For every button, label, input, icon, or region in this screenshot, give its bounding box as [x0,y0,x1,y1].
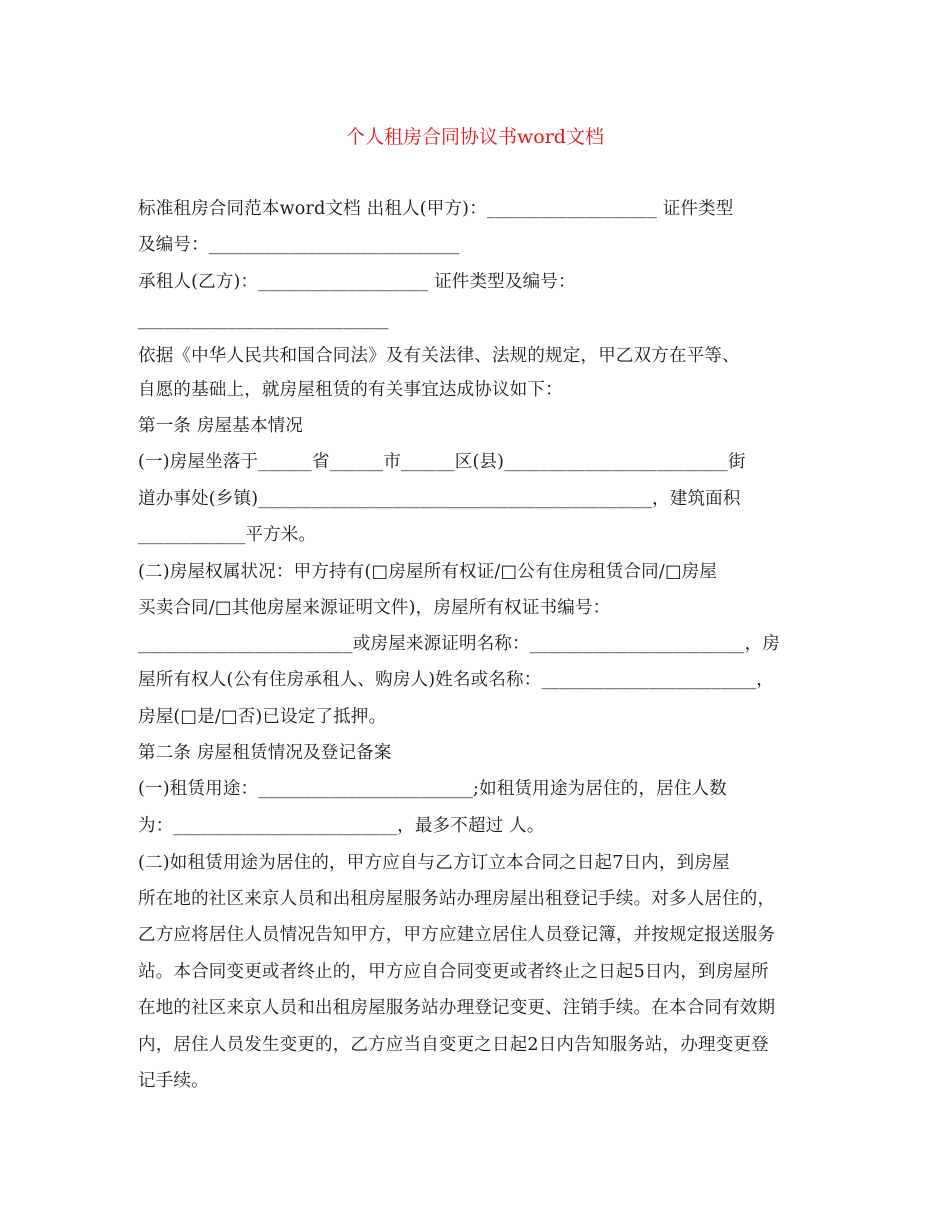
document-title: 个人租房合同协议书word文档 [346,126,604,148]
text-line: 屋所有权人(公有住房承租人、购房人)姓名或名称：________________________， [138,670,774,690]
text-line: 买卖合同/□其他房屋来源证明文件)，房屋所有权证书编号： [138,598,611,618]
text-line: ____________________________ [138,310,389,330]
text-line: 标准租房合同范本word文档 出租人(甲方)：___________________ 证件类型 [138,199,734,219]
text-line: 记手续。 [138,1071,209,1091]
text-line: ____________平方米。 [138,525,317,545]
text-line: 道办事处(乡镇)____________________________________________，建筑面积 [138,489,741,509]
text-line: 自愿的基础上，就房屋租赁的有关事宜达成协议如下： [138,380,563,400]
text-line: 房屋(□是/□否)已设定了抵押。 [138,707,387,727]
text-line: 为：_________________________，最多不超过 人。 [138,816,545,836]
section-heading: 第二条 房屋租赁情况及登记备案 [138,743,392,763]
text-line: 内，居住人员发生变更的，乙方应当自变更之日起2日内告知服务站，办理变更登 [138,1035,769,1055]
text-line: 在地的社区来京人员和出租房屋服务站办理登记变更、注销手续。在本合同有效期 [138,998,776,1018]
text-line: 及编号：____________________________ [138,235,460,255]
text-line: ________________________或房屋来源证明名称：________________________，房 [138,634,780,654]
text-line: (一)房屋坐落于______省______市______区(县)_________________________街 [138,452,746,472]
text-line: 乙方应将居住人员情况告知甲方，甲方应建立居住人员登记簿，并按规定报送服务 [138,925,776,945]
text-line: 依据《中华人民共和国合同法》及有关法律、法规的规定，甲乙双方在平等、 [138,346,740,366]
text-line: 所在地的社区来京人员和出租房屋服务站办理房屋出租登记手续。对多人居住的， [138,889,776,909]
text-line: (二)房屋权属状况：甲方持有(□房屋所有权证/□公有住房租赁合同/□房屋 [138,562,718,582]
section-heading: 第一条 房屋基本情况 [138,416,304,436]
text-line: 站。本合同变更或者终止的，甲方应自合同变更或者终止之日起5日内，到房屋所 [138,962,769,982]
text-line: 承租人(乙方)：___________________ 证件类型及编号： [138,272,576,292]
text-line: (一)租赁用途：________________________;如租赁用途为居住的，居住人数 [138,779,727,799]
text-line: (二)如租赁用途为居住的，甲方应自与乙方订立本合同之日起7日内，到房屋 [138,853,730,873]
